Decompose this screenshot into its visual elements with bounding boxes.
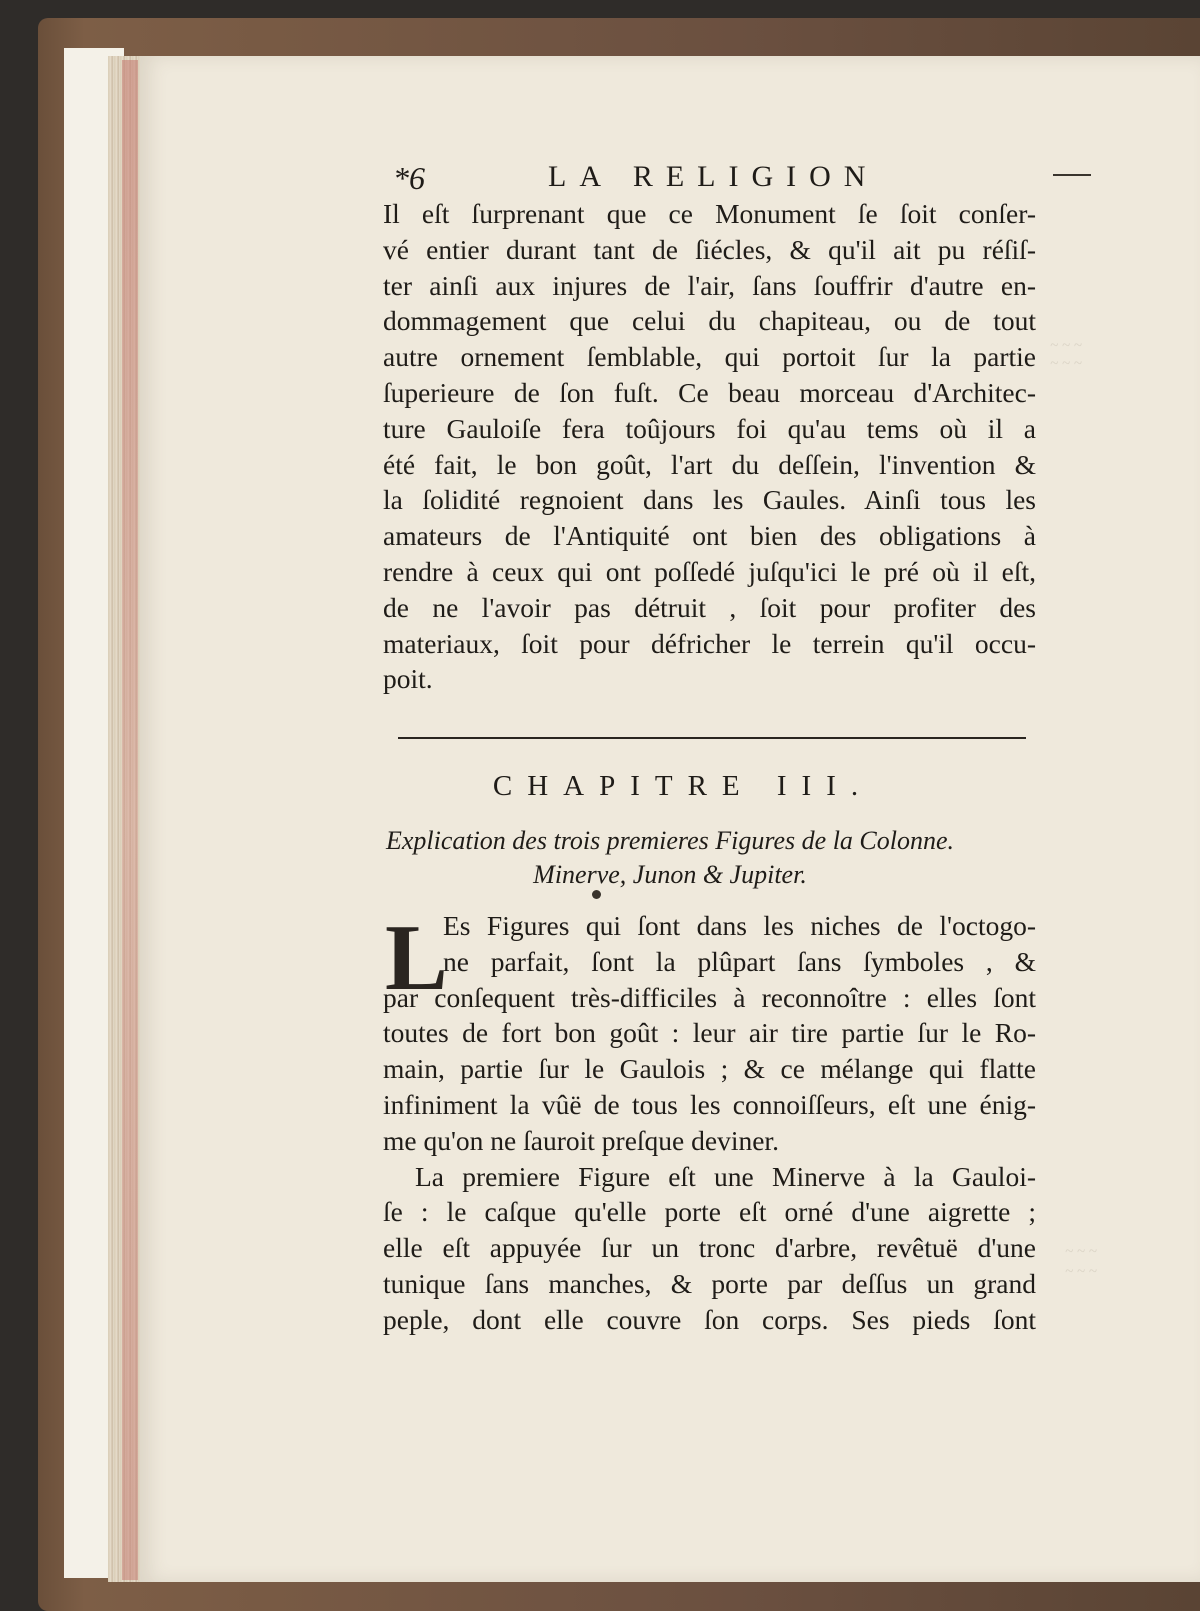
show-through: ~ ~ ~ xyxy=(1065,1244,1097,1260)
text-line: été fait, le bon goût, l'art du deſſein, l'invention & xyxy=(383,448,1036,480)
text-line: la ſolidité regnoient dans les Gaules. Ainſi tous les xyxy=(383,484,1036,516)
text-line: ture Gauloiſe fera toûjours foi qu'au tems où il a xyxy=(383,412,1036,444)
text-line: ſuperieure de ſon fuſt. Ce beau morceau d'Architec- xyxy=(383,376,1036,408)
page-number: *6 xyxy=(393,160,425,196)
text-line: infiniment la vûë de tous les connoiſſeurs, eſt une énig- xyxy=(383,1088,1036,1120)
text-line: dommagement que celui du chapiteau, ou de tout xyxy=(383,305,1036,337)
paragraph-3 xyxy=(383,1159,1036,1338)
paragraph-2-indented xyxy=(443,908,1036,980)
chapter-title: CHAPITRE III. xyxy=(492,770,874,802)
text-line: tunique ſans manches, & porte par deſſus un grand xyxy=(383,1267,1036,1299)
text-line: ne parfait, ſont la plûpart ſans ſymboles , & xyxy=(443,945,1036,977)
show-through: ~ ~ ~ xyxy=(1065,1264,1097,1280)
text-line: elle eſt appuyée ſur un tronc d'arbre, revêtuë d'une xyxy=(383,1232,1036,1264)
paragraph-1 xyxy=(383,196,1036,697)
text-line: main, partie ſur le Gaulois ; & ce mélange qui flatte xyxy=(383,1053,1036,1085)
text-line: amateurs de l'Antiquité ont bien des obligations à xyxy=(383,520,1036,552)
book-page xyxy=(140,56,1200,1582)
text-line: autre ornement ſemblable, qui portoit ſur la partie xyxy=(383,341,1036,373)
show-through: ~ ~ ~ xyxy=(1050,338,1082,354)
page-header xyxy=(140,160,1200,200)
chapter-subtitle: Explication des trois premieres Figures de la Colonne. xyxy=(385,826,955,855)
text-line: rendre à ceux qui ont poſſedé juſqu'ici le pré où il eſt, xyxy=(383,555,1036,587)
text-line: poit. xyxy=(383,663,433,695)
text-line: Il eſt ſurprenant que ce Monument ſe ſoit conſer- xyxy=(383,198,1036,229)
text-line: vé entier durant tant de ſiécles, & qu'il ait pu réſiſ- xyxy=(383,233,1036,265)
drop-cap: L xyxy=(385,906,448,1010)
text-line: ſe : le caſque qu'elle porte eſt orné d'une aigrette ; xyxy=(383,1196,1036,1228)
text-line: de ne l'avoir pas détruit , ſoit pour profiter des xyxy=(383,591,1036,623)
paragraph-2 xyxy=(383,980,1036,1159)
text-line: par conſequent très-difficiles à reconnoître : elles ſont xyxy=(383,981,1036,1013)
text-line: peple, dont elle couvre ſon corps. Ses pieds ſont xyxy=(383,1303,1036,1335)
text-line: materiaux, ſoit pour défricher le terrein qu'il occu- xyxy=(383,627,1036,659)
text-line: me qu'on ne ſauroit preſque deviner. xyxy=(383,1124,779,1156)
text-line: La premiere Figure eſt une Minerve à la Gauloi- xyxy=(415,1160,1036,1192)
header-rule xyxy=(1053,174,1091,176)
chapter-subtitle: Minerve, Junon & Jupiter. xyxy=(533,860,807,889)
running-head: LA RELIGION xyxy=(548,160,879,193)
text-line: toutes de fort bon goût : leur air tire partie ſur le Ro- xyxy=(383,1017,1036,1049)
text-line: ter ainſi aux injures de l'air, ſans ſouffrir d'autre en- xyxy=(383,269,1036,301)
fleuron-ornament xyxy=(592,890,601,899)
section-divider xyxy=(398,737,1026,739)
red-page-edge xyxy=(122,60,138,1580)
text-line: Es Figures qui ſont dans les niches de l'octogo- xyxy=(443,910,1036,941)
show-through: ~ ~ ~ xyxy=(1050,356,1082,372)
